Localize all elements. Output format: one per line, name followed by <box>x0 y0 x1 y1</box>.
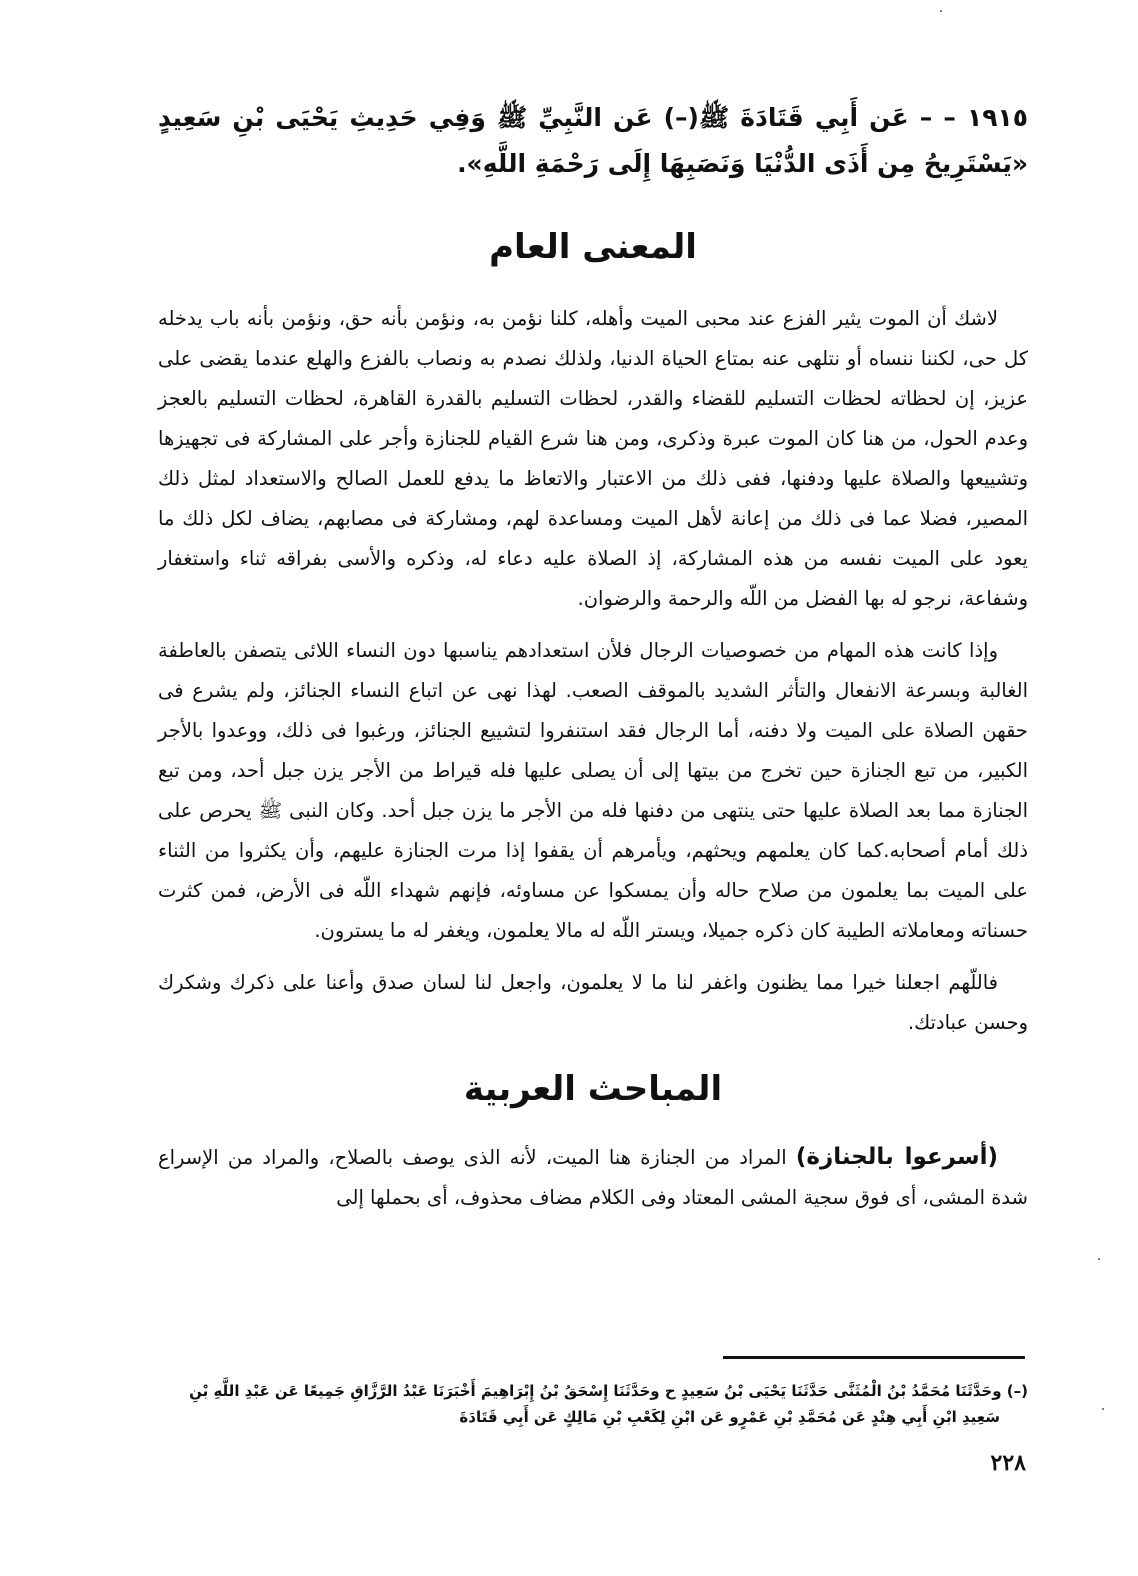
footnote-divider <box>723 1356 1025 1359</box>
hadith-text <box>158 95 1028 187</box>
scan-speck <box>1102 1408 1104 1410</box>
term-heading: (أسرعوا بالجنازة) <box>795 1144 998 1170</box>
paragraph-discussion <box>158 1137 1028 1218</box>
scan-speck <box>940 10 942 12</box>
footnote <box>158 1378 1028 1430</box>
paragraph: لاشك أن الموت يثير الفزع عند محبى الميت وأهله، كلنا نؤمن به، ونؤمن بأنه حق، ونؤمن بأنه باب يدخله كل حى، لكننا ننساه أو نتلهى عنه بمتاع الحياة الدنيا، ولذلك نصدم به ونصاب بالفزع والهلع عندما يقضى على عزيز، إن لحظاته لحظات التسليم للقضاء والقدر، لحظات التسليم بالقدرة القاهرة، لحظات التسليم بالعجز وعدم الحول، من هنا كان الموت عبرة وذكرى، ومن هنا شرع القيام للجنازة وأجر على المشاركة فى تجهيزها وتشييعها والصلاة عليها ودفنها، ففى ذلك من الاعتبار والاتعاظ ما يدفع للعمل الصالح والاستعداد لمثل ذلك المصير، فضلا عما فى ذلك من إعانة لأهل الميت ومساعدة لهم، ومشاركة فى مصابهم، يضاف لكل ذلك ما يعود على الميت نفسه من هذه المشاركة، إذ الصلاة عليه دعاء له، وذكره والأسى بفراقه ثناء واستغفار وشفاعة، نرجو له بها الفضل من اللّه والرحمة والرضوان. <box>158 307 1028 610</box>
scan-speck <box>1098 1258 1100 1260</box>
paragraph: فاللّهم اجعلنا خيرا مما يظنون واغفر لنا ما لا يعلمون، واجعل لنا لسان صدق وأعنا على ذكرك وشكرك وحسن عبادتك. <box>158 971 1028 1034</box>
section-title-arabic-discussions: المباحث العربية <box>463 1069 723 1109</box>
section-title-general-meaning: المعنى العام <box>489 227 697 267</box>
footnote-line-1: (–) وحَدَّثَنَا مُحَمَّدُ بْنُ الْمُثَنَّى حَدَّثَنَا يَحْيَى بْنُ سَعِيدٍ ح وحَدَّثَنَا إِسْحَقُ بْنُ إِبْرَاهِيمَ أَخْبَرَنَا عَبْدُ الرَّزَّاقِ جَمِيعًا عَن عَبْدِ اللَّهِ بْنِ <box>189 1382 1028 1400</box>
paragraph: وإذا كانت هذه المهام من خصوصيات الرجال فلأن استعدادهم يناسبها دون النساء اللائى يتصفن بالعاطفة الغالبة وبسرعة الانفعال والتأثر الشديد بالموقف الصعب. لهذا نهى عن اتباع النساء الجنائز، ولم يشرع فى حقهن الصلاة على الميت ولا دفنه، أما الرجال فقد استنفروا لتشييع الجنائز، ورغبوا فى ذلك، ووعدوا بالأجر الكبير، من تبع الجنازة حين تخرج من بيتها إلى أن يصلى عليها فله قيراط من الأجر يزن جبل أحد، ومن تبع الجنازة مما بعد الصلاة عليها حتى ينتهى من دفنها فله من الأجر ما يزن جبل أحد. وكان النبى ﷺ يحرص على ذلك أمام أصحابه.كما كان يعلمهم ويحثهم، ويأمرهم أن يقفوا إذا مرت الجنازة عليهم، وأن يكثروا من الثناء على الميت بما يعلمون من صلاح حاله وأن يمسكوا عن مساوئه، فإنهم شهداء اللّه فى الأرض، فمن كثرت حسناته ومعاملاته الطيبة كان ذكره جميلا، ويستر اللّه له مالا يعلمون، ويغفر له ما يسترون. <box>158 639 1028 942</box>
hadith-number: ١٩١٥ <box>966 103 1028 132</box>
hadith-content: – – عَن أَبِي قَتَادَةَ ﷺ(–) عَن النَّبِيِّ ﷺ وَفِي حَدِيثِ يَحْيَى بْنِ سَعِيدٍ «يَسْتَرِيحُ مِن أَذَى الدُّنْيَا وَنَصَبِهَا إِلَى رَحْمَةِ اللَّهِ». <box>158 103 1028 178</box>
term-explanation: المراد من الجنازة هنا الميت، لأنه الذى يوصف بالصلاح، والمراد من الإسراع شدة المشى، أى فوق سجية المشى المعتاد وفى الكلام مضاف محذوف، أى بحملها إلى <box>158 1146 1028 1209</box>
footnote-line-2: سَعِيدِ ابْنِ أَبِي هِنْدٍ عَن مُحَمَّدِ بْنِ عَمْرٍو عَن ابْنِ لِكَعْبِ بْنِ مَالِكٍ عَن أَبِي قَتَادَةَ <box>459 1408 1000 1426</box>
page-body <box>158 95 1028 1230</box>
page-number: ٢٢٨ <box>990 1450 1026 1476</box>
